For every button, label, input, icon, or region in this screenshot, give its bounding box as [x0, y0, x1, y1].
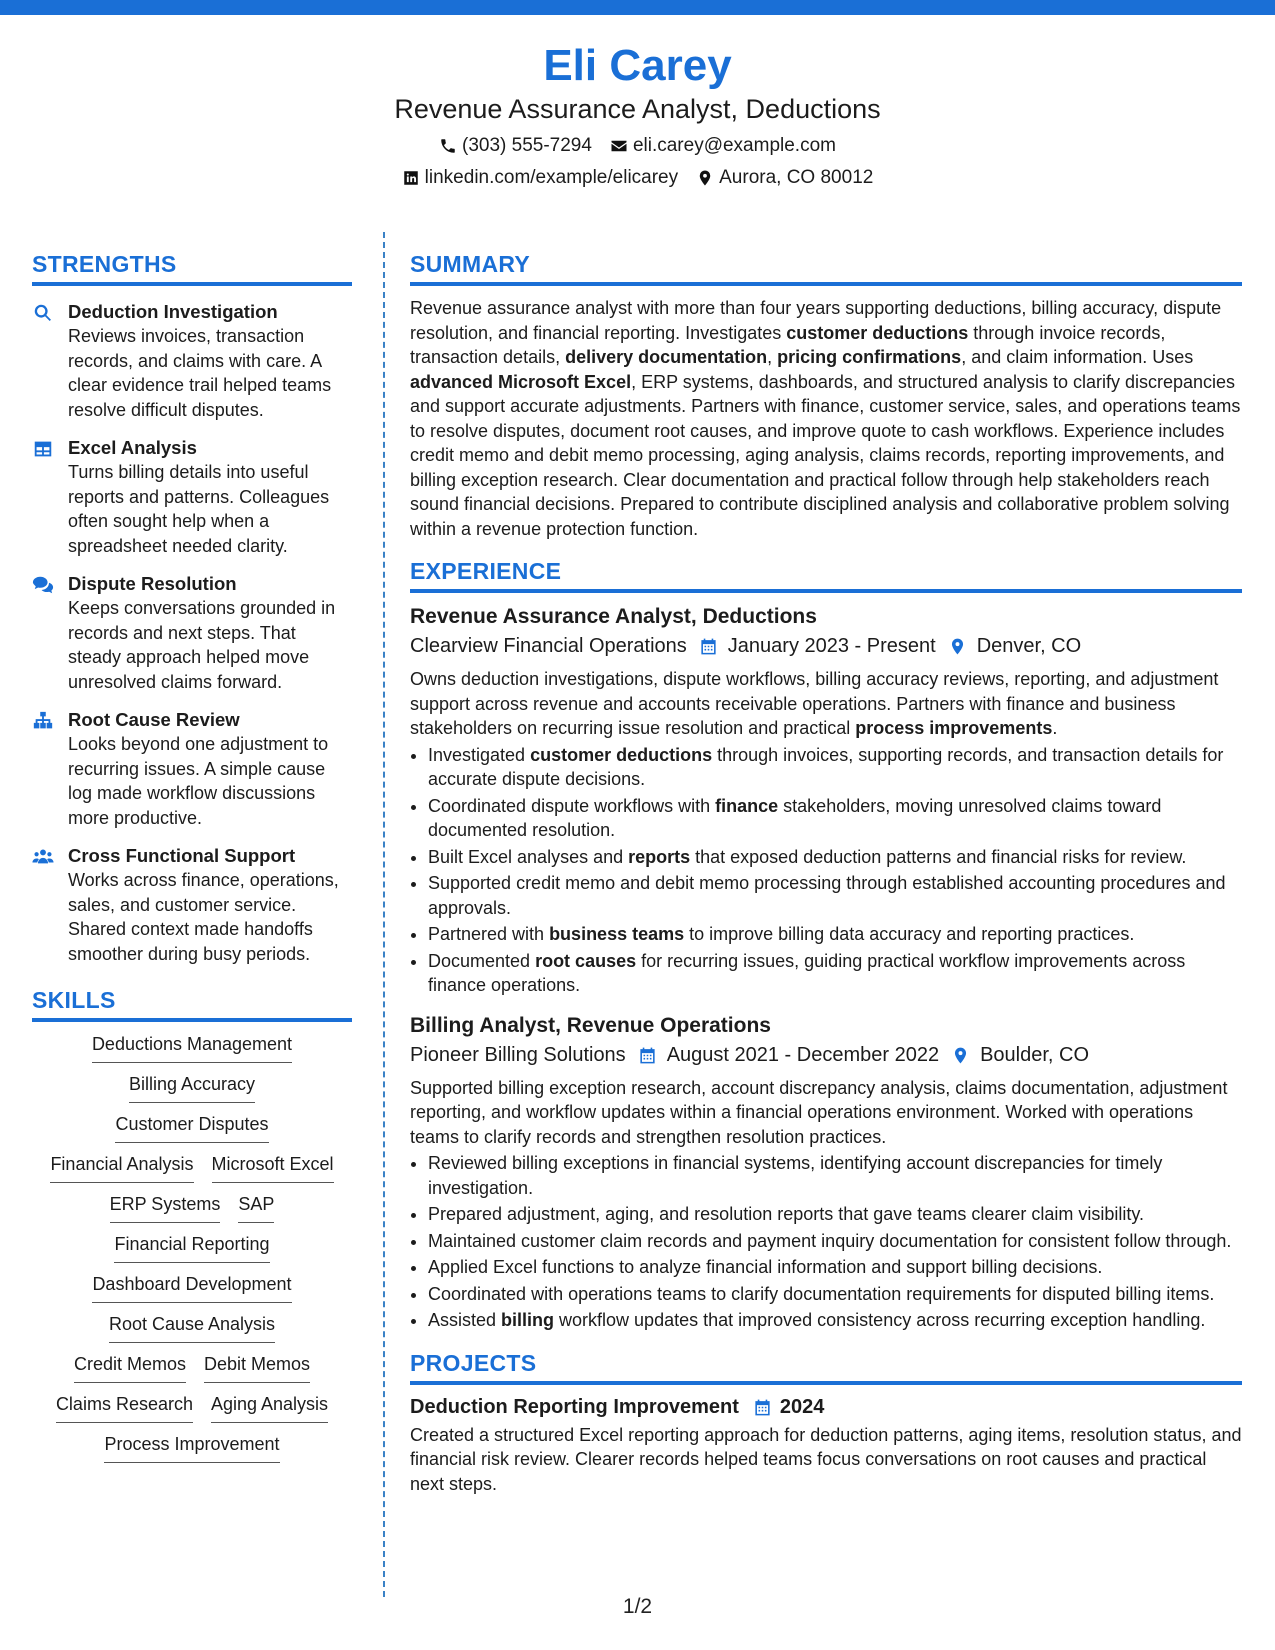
- calendar-icon: [753, 1398, 772, 1417]
- project-entry: [410, 1394, 1242, 1497]
- text-segment: Built Excel analyses and: [428, 846, 629, 867]
- linkedin-text[interactable]: linkedin.com/example/elicarey: [424, 167, 679, 188]
- skill-row: [32, 1072, 352, 1103]
- job-dates: January 2023 - Present: [727, 635, 936, 657]
- skill-tag: Microsoft Excel: [212, 1152, 334, 1183]
- strength-item: [32, 300, 352, 422]
- company-name: Clearview Financial Operations: [410, 635, 687, 657]
- project-description: Created a structured Excel reporting approach for deduction patterns, aging items, resolution status, and financial risk review. Clearer records helped teams focus conversations on root causes and practical next steps.: [410, 1424, 1242, 1494]
- skill-tag: Debit Memos: [204, 1352, 310, 1383]
- skill-row: [32, 1232, 352, 1263]
- text-segment: to improve billing data accuracy and reporting practices.: [684, 924, 1135, 944]
- skill-tag: Financial Analysis: [50, 1152, 193, 1183]
- summary-heading: SUMMARY: [410, 250, 1242, 286]
- job-meta: [410, 633, 1242, 660]
- job-bullets: [410, 743, 1242, 998]
- location-text: Aurora, CO 80012: [719, 167, 874, 188]
- bullet-item: [428, 1308, 1242, 1333]
- top-accent-bar: [0, 0, 1275, 15]
- calendar-icon: [638, 1046, 657, 1065]
- calendar-icon: [699, 637, 718, 656]
- job-dates: August 2021 - December 2022: [666, 1043, 940, 1066]
- bold-text: customer deductions: [786, 322, 969, 343]
- envelope-icon: [610, 137, 628, 155]
- text-segment: Coordinated with operations teams to clarify documentation requirements for disputed billing items.: [428, 1283, 1215, 1304]
- job-description: [410, 667, 1242, 741]
- strength-title: Deduction Investigation: [68, 301, 278, 322]
- map-pin-icon: [951, 1046, 970, 1065]
- text-segment: Supported credit memo and debit memo processing through established accounting procedures and approvals.: [428, 873, 1226, 918]
- page-indicator: 1/2: [622, 1595, 653, 1618]
- bullet-item: [428, 845, 1242, 870]
- text-segment: through invoice records, transaction details,: [410, 322, 1166, 367]
- phone-text: (303) 555-7294: [462, 135, 592, 156]
- text-segment: ,: [767, 347, 778, 367]
- contact-row-1: [0, 134, 1275, 158]
- bold-text: customer deductions: [530, 744, 713, 765]
- text-segment: workflow updates that improved consistency across recurring exception handling.: [554, 1310, 1206, 1330]
- strength-item: [32, 572, 352, 694]
- job-meta: [410, 1042, 1242, 1069]
- text-segment: Supported billing exception research, account discrepancy analysis, claims documentation, adjustment reporting, and workflow updates within a financial operations environment. Worked with operations teams to clarify records and strengthen resolution practices.: [410, 1077, 1228, 1147]
- bold-text: root causes: [535, 950, 637, 971]
- skill-tag: Claims Research: [56, 1392, 193, 1423]
- company-name: Pioneer Billing Solutions: [410, 1043, 626, 1066]
- skill-row: [32, 1392, 352, 1423]
- text-segment: Owns deduction investigations, dispute workflows, billing accuracy reviews, reporting, and adjustment support across revenue and accounts receivable operations. Partners with finance and business stakeholders on recurring issue resolution and practical: [410, 669, 1219, 738]
- text-segment: for recurring issues, guiding practical workflow improvements across finance operations.: [428, 950, 1186, 995]
- strength-item: [32, 708, 352, 830]
- skills-list: [32, 1032, 352, 1463]
- job-entry: [410, 603, 1242, 998]
- skill-tag: Root Cause Analysis: [109, 1312, 275, 1343]
- bold-text: delivery documentation: [565, 347, 768, 367]
- bullet-item: [428, 1229, 1242, 1254]
- bullet-item: [428, 1151, 1242, 1200]
- strength-title: Excel Analysis: [68, 437, 197, 458]
- sitemap-icon: [32, 710, 54, 732]
- skill-tag: ERP Systems: [110, 1192, 221, 1223]
- text-segment: , ERP systems, dashboards, and structured analysis to clarify discrepancies and support accurate adjustments. Partners with finance, customer service, sales, and operations teams to resolve disputes, document root causes, and improve quote to cash workflows. Experience includes credit memo and debit memo processing, aging analysis, claims records, reporting improvements, and billing exception research. Clear documentation and practical follow through help stakeholders reach sound financial decisions. Prepared to contribute disciplined analysis and collaborative problem solving within a revenue protection function.: [410, 371, 1241, 539]
- strength-desc: Keeps conversations grounded in records and next steps. That steady approach helped move unresolved claims forward.: [68, 598, 336, 692]
- skills-heading: SKILLS: [32, 986, 352, 1022]
- strength-desc: Looks beyond one adjustment to recurring issues. A simple cause log made workflow discussions more productive.: [68, 734, 329, 828]
- job-entry: [410, 1012, 1242, 1333]
- text-segment: Partnered with: [428, 924, 550, 944]
- bold-text: finance: [715, 795, 779, 816]
- strength-desc: Reviews invoices, transaction records, and claims with care. A clear evidence trail helped teams resolve difficult disputes.: [68, 326, 332, 420]
- text-segment: Assisted: [428, 1310, 502, 1330]
- skill-row: [32, 1312, 352, 1343]
- bullet-item: [428, 871, 1242, 920]
- candidate-role: Revenue Assurance Analyst, Deductions: [394, 94, 881, 124]
- skill-row: [32, 1272, 352, 1303]
- table-icon: [32, 438, 54, 460]
- strength-title: Root Cause Review: [68, 709, 240, 730]
- bullet-item: [428, 1282, 1242, 1307]
- bold-text: process improvements: [855, 718, 1053, 738]
- projects-list: [410, 1394, 1242, 1497]
- text-segment: .: [1052, 718, 1058, 738]
- project-title-row: [410, 1394, 1242, 1421]
- bullet-item: [428, 1255, 1242, 1280]
- strength-item: [32, 844, 352, 966]
- project-year: 2024: [779, 1395, 825, 1418]
- text-segment: Documented: [428, 950, 536, 971]
- job-title: Revenue Assurance Analyst, Deductions: [410, 605, 817, 628]
- bullet-item: [428, 794, 1242, 843]
- phone-icon: [439, 137, 457, 155]
- resume-header: [0, 40, 1275, 190]
- left-column: [32, 250, 352, 1463]
- skill-tag: Aging Analysis: [211, 1392, 328, 1423]
- summary-text: [410, 296, 1242, 541]
- strength-title: Dispute Resolution: [68, 573, 237, 594]
- right-column: [410, 250, 1242, 1496]
- project-title: Deduction Reporting Improvement: [410, 1395, 739, 1418]
- skill-row: [32, 1192, 352, 1223]
- strength-desc: Works across finance, operations, sales, and customer service. Shared context made handoffs smoother during busy periods.: [68, 870, 339, 964]
- skill-tag: Deductions Management: [92, 1032, 292, 1063]
- linkedin-icon: [402, 169, 420, 187]
- job-description: [410, 1076, 1242, 1150]
- users-icon: [32, 846, 54, 868]
- text-segment: that exposed deduction patterns and financial risks for review.: [690, 846, 1187, 867]
- strengths-heading: STRENGTHS: [32, 250, 352, 286]
- text-segment: Revenue assurance analyst with more than four years supporting deductions, billing accuracy, dispute resolution, and financial reporting. Investigates: [410, 298, 1222, 343]
- strength-desc: Turns billing details into useful reports and patterns. Colleagues often sought help when a spreadsheet needed clarity.: [68, 462, 330, 556]
- bold-text: advanced Microsoft Excel: [410, 371, 632, 392]
- skill-row: [32, 1112, 352, 1143]
- bullet-item: [428, 922, 1242, 947]
- map-pin-icon: [696, 169, 714, 187]
- skill-tag: Customer Disputes: [115, 1112, 268, 1143]
- text-segment: through invoices, supporting records, and transaction details for accurate dispute decisions.: [428, 744, 1224, 789]
- text-segment: Coordinated dispute workflows with: [428, 795, 716, 816]
- bold-text: billing: [501, 1310, 555, 1330]
- search-icon: [32, 302, 54, 324]
- experience-list: [410, 603, 1242, 1333]
- strength-title: Cross Functional Support: [68, 845, 296, 866]
- job-location: Boulder, CO: [980, 1043, 1090, 1066]
- skill-row: [32, 1432, 352, 1463]
- skill-tag: Credit Memos: [74, 1352, 186, 1383]
- skill-tag: Process Improvement: [104, 1432, 279, 1463]
- skill-tag: Financial Reporting: [114, 1232, 269, 1263]
- skill-row: [32, 1152, 352, 1183]
- text-segment: Applied Excel functions to analyze financial information and support billing decisions.: [428, 1257, 1103, 1277]
- experience-heading: EXPERIENCE: [410, 557, 1242, 593]
- text-segment: Prepared adjustment, aging, and resolution reports that gave teams clearer claim visibility.: [428, 1204, 1145, 1224]
- bold-text: business teams: [549, 924, 685, 944]
- text-segment: , and claim information. Uses: [961, 347, 1194, 367]
- bold-text: reports: [628, 846, 691, 867]
- strength-item: [32, 436, 352, 558]
- bold-text: pricing confirmations: [777, 347, 962, 367]
- skill-tag: Dashboard Development: [92, 1272, 291, 1303]
- projects-heading: PROJECTS: [410, 1349, 1242, 1385]
- skill-tag: SAP: [238, 1192, 274, 1223]
- text-segment: Reviewed billing exceptions in financial systems, identifying account discrepancies for timely investigation.: [428, 1153, 1163, 1198]
- linkedin-contact[interactable]: [402, 166, 678, 190]
- job-title: Billing Analyst, Revenue Operations: [410, 1013, 771, 1037]
- bullet-item: [428, 949, 1242, 998]
- email-contact[interactable]: [610, 134, 836, 158]
- column-divider: [383, 232, 385, 1597]
- location-contact: [696, 166, 873, 190]
- skill-row: [32, 1352, 352, 1383]
- bullet-item: [428, 1202, 1242, 1227]
- bullet-item: [428, 743, 1242, 792]
- text-segment: Maintained customer claim records and payment inquiry documentation for consistent follow through.: [428, 1230, 1232, 1251]
- job-bullets: [410, 1151, 1242, 1333]
- map-pin-icon: [948, 637, 967, 656]
- skill-tag: Billing Accuracy: [129, 1072, 255, 1103]
- candidate-name: Eli Carey: [543, 41, 732, 90]
- contact-row-2: [0, 166, 1275, 190]
- chat-icon: [32, 574, 54, 596]
- text-segment: Investigated: [428, 744, 531, 765]
- skill-row: [32, 1032, 352, 1063]
- job-location: Denver, CO: [976, 635, 1082, 657]
- phone-contact: [439, 134, 592, 158]
- email-text[interactable]: eli.carey@example.com: [632, 135, 836, 156]
- text-segment: stakeholders, moving unresolved claims toward documented resolution.: [428, 795, 1162, 840]
